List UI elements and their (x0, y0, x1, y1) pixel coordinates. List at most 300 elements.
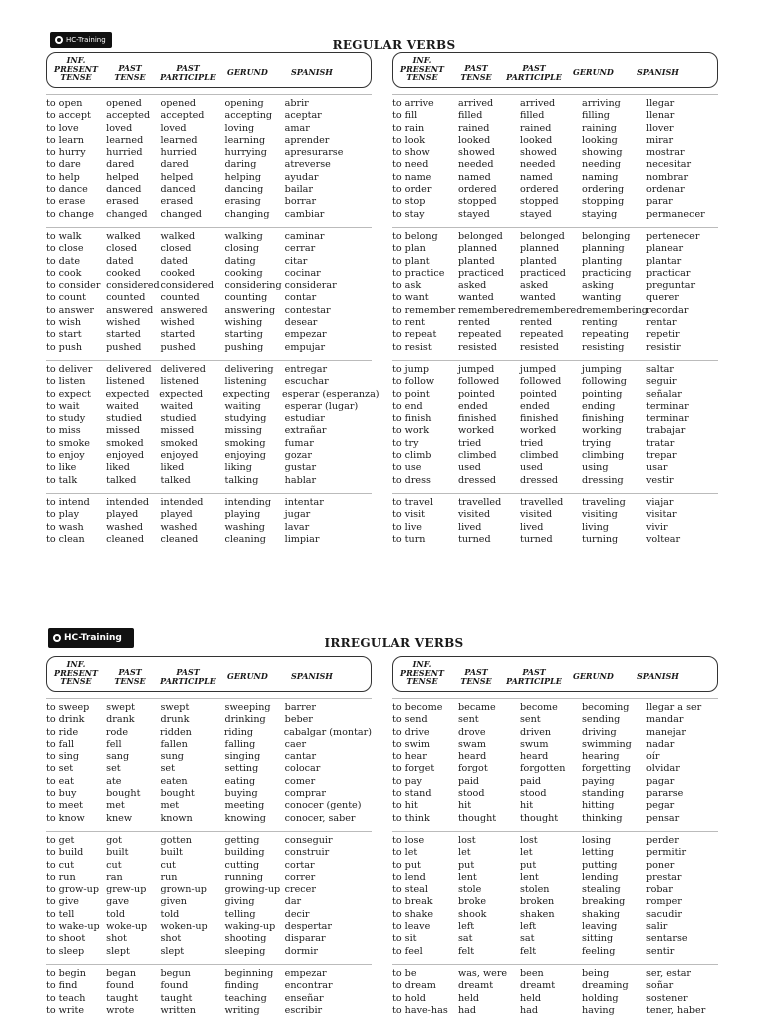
past-participle: eaten (160, 775, 188, 787)
verb-row (392, 946, 718, 958)
gerund: delivering (224, 363, 274, 375)
verb-row (46, 280, 372, 292)
verb-row (392, 98, 718, 110)
verb-table-right (392, 52, 718, 546)
present-tense: to jump (392, 363, 430, 375)
gerund: filling (582, 110, 610, 122)
past-participle: found (160, 980, 189, 992)
past-participle: washed (160, 521, 198, 533)
verb-row (46, 534, 372, 546)
gerund: breaking (582, 896, 626, 908)
spanish: desear (284, 317, 318, 329)
verb-group (392, 227, 718, 354)
past-participle: travelled (520, 496, 564, 508)
spanish: intentar (284, 496, 324, 508)
past-tense: washed (106, 521, 144, 533)
past-tense: shot (106, 933, 127, 945)
header-gerund: GERUND (573, 671, 614, 681)
gerund: wanting (582, 292, 622, 304)
past-tense: pointed (458, 388, 495, 400)
spanish: trepar (646, 450, 677, 462)
past-participle: ended (520, 400, 550, 412)
header-past-participle: PAST PARTICIPLE (160, 63, 216, 82)
verb-row (46, 968, 372, 980)
past-participle: put (520, 859, 537, 871)
spanish: manejar (646, 726, 686, 738)
gerund: planning (582, 243, 625, 255)
past-participle: dared (160, 159, 189, 171)
present-tense: to put (392, 859, 421, 871)
present-tense: to close (46, 243, 84, 255)
spanish: sentarse (646, 933, 688, 945)
past-participle: belonged (520, 230, 565, 242)
verb-row (392, 860, 718, 872)
header-past-participle: PAST PARTICIPLE (506, 667, 562, 686)
present-tense: to wash (46, 521, 84, 533)
past-tense: used (458, 462, 481, 474)
spanish: ayudar (284, 171, 319, 183)
section-title: IRREGULAR VERBS (324, 636, 464, 650)
past-tense: cut (106, 859, 122, 871)
past-tense: dressed (458, 474, 497, 486)
past-tense: practiced (458, 267, 504, 279)
gerund: erasing (224, 196, 261, 208)
present-tense: to sleep (46, 945, 85, 957)
past-participle: shaken (520, 908, 555, 920)
spanish: robar (646, 884, 673, 896)
past-participle: missed (160, 425, 195, 437)
spanish: perder (646, 834, 679, 846)
past-tense: enjoyed (106, 450, 145, 462)
past-tense: ordered (458, 184, 497, 196)
verb-row (392, 534, 718, 546)
present-tense: to hit (392, 800, 418, 812)
past-tense: belonged (458, 230, 503, 242)
past-tense: learned (106, 134, 144, 146)
gerund: becoming (582, 702, 630, 713)
spanish: caer (284, 738, 307, 750)
spanish: encontrar (284, 980, 333, 992)
past-participle: arrived (520, 98, 556, 109)
past-tense: opened (106, 98, 142, 109)
past-participle: used (520, 462, 543, 474)
present-tense: to run (46, 871, 76, 883)
past-tense: considered (106, 280, 160, 292)
gerund: knowing (224, 812, 266, 824)
spanish: terminar (646, 400, 689, 412)
present-tense: to get (46, 834, 75, 846)
spanish: cabalgar (montar) (283, 726, 372, 738)
present-tense: to want (392, 292, 429, 304)
past-participle: enjoyed (160, 450, 199, 462)
past-tense: finished (458, 413, 497, 425)
spanish: dar (284, 896, 302, 908)
verb-row (46, 763, 372, 775)
present-tense: to play (46, 509, 80, 521)
verb-row (392, 714, 718, 726)
gerund: turning (582, 533, 619, 545)
past-tense: played (106, 509, 139, 521)
gerund: washing (224, 521, 265, 533)
present-tense: to hold (392, 992, 426, 1004)
past-participle: woken-up (160, 921, 208, 933)
past-tense: started (106, 329, 141, 341)
verb-row (392, 872, 718, 884)
spanish: empezar (284, 967, 327, 979)
gerund: playing (224, 509, 261, 521)
past-participle: planted (520, 255, 557, 267)
verb-row (392, 968, 718, 980)
past-participle: named (520, 171, 553, 183)
spanish: conseguir (284, 834, 333, 846)
present-tense: to feel (392, 945, 423, 957)
spanish: escribir (284, 1004, 323, 1016)
past-participle: hit (520, 800, 534, 812)
past-tense: rained (458, 122, 490, 134)
past-participle: heard (520, 751, 549, 763)
verb-row (392, 268, 718, 280)
gerund: stopping (582, 196, 625, 208)
verb-row (392, 450, 718, 462)
verb-group (46, 493, 372, 546)
past-participle: pointed (520, 388, 557, 400)
verb-row (392, 425, 718, 437)
spanish: hablar (284, 474, 317, 486)
gerund: showing (582, 147, 623, 159)
verb-group (392, 964, 718, 1017)
verb-row (46, 933, 372, 945)
past-tense: cooked (106, 267, 141, 279)
gerund: drinking (224, 714, 266, 726)
verb-row (392, 727, 718, 739)
spanish: recordar (646, 304, 689, 316)
spanish: saltar (646, 363, 674, 375)
gerund: standing (582, 788, 625, 800)
gerund: repeating (582, 329, 630, 341)
present-tense: to wish (46, 317, 82, 329)
gerund: enjoying (224, 450, 266, 462)
present-tense: to study (46, 413, 86, 425)
present-tense: to answer (46, 304, 94, 316)
verb-row (392, 438, 718, 450)
past-tense: talked (106, 474, 137, 486)
past-participle: smoked (160, 437, 198, 449)
column-header (46, 656, 372, 692)
present-tense: to climb (392, 450, 432, 462)
verb-row (46, 305, 372, 317)
verb-row (46, 413, 372, 425)
past-tense: found (106, 980, 134, 992)
past-participle: rained (520, 122, 552, 134)
present-tense: to dress (392, 474, 431, 486)
past-participle: felt (520, 945, 537, 957)
present-tense: to work (392, 425, 430, 437)
present-tense: to build (46, 847, 84, 859)
past-participle: tried (520, 437, 544, 449)
spanish: borrar (284, 196, 317, 208)
past-participle: resisted (520, 341, 559, 353)
past-tense: began (106, 967, 137, 979)
past-tense: swam (458, 738, 486, 750)
gerund: staying (582, 208, 618, 220)
past-participle: written (160, 1004, 196, 1016)
verb-row (392, 800, 718, 812)
past-tense: looked (458, 134, 491, 146)
past-tense: planted (458, 255, 495, 267)
present-tense: to accept (46, 110, 91, 122)
past-tense: cleaned (106, 533, 144, 545)
verb-row (46, 714, 372, 726)
present-tense: to resist (392, 341, 432, 353)
present-tense: to rent (392, 317, 425, 329)
past-participle: given (160, 896, 187, 908)
past-participle: paid (520, 775, 542, 787)
past-participle: worked (520, 425, 557, 437)
past-tense: set (106, 763, 121, 775)
past-participle: gotten (160, 834, 192, 846)
past-tense: let (458, 847, 471, 859)
present-tense: to consider (46, 280, 101, 292)
gerund: hitting (582, 800, 615, 812)
gerund: visiting (582, 509, 618, 521)
spanish: fumar (284, 437, 314, 449)
spanish: soñar (646, 980, 674, 992)
header-present-tense: INF. PRESENT TENSE (400, 55, 444, 82)
spanish: esperar (lugar) (284, 400, 359, 412)
spanish: permanecer (646, 208, 705, 220)
spanish: despertar (284, 921, 332, 933)
present-tense: to plant (392, 255, 430, 267)
present-tense: to sit (392, 933, 417, 945)
present-tense: to shoot (46, 933, 86, 945)
spanish: considerar (284, 280, 337, 292)
verb-row (392, 401, 718, 413)
spanish: mandar (646, 714, 684, 726)
present-tense: to enjoy (46, 450, 85, 462)
past-participle: dated (160, 255, 189, 267)
gerund: shaking (582, 908, 621, 920)
verb-row (46, 896, 372, 908)
verb-row (392, 702, 718, 714)
gerund: changing (224, 208, 270, 220)
gerund: beginning (224, 967, 274, 979)
present-tense: to love (46, 122, 79, 134)
present-tense: to meet (46, 800, 83, 812)
spanish: caminar (284, 230, 325, 242)
present-tense: to miss (46, 425, 81, 437)
past-tense: sat (458, 933, 473, 945)
gerund: lending (582, 871, 619, 883)
gerund: jumping (582, 363, 622, 375)
present-tense: to dance (46, 184, 88, 196)
verb-row (46, 196, 372, 208)
gerund: finding (224, 980, 259, 992)
present-tense: to listen (46, 376, 86, 388)
past-tense: named (458, 171, 491, 183)
past-tense: listened (106, 376, 145, 388)
verb-row (392, 475, 718, 487)
past-tense: resisted (458, 341, 497, 353)
past-participle: changed (160, 208, 202, 220)
spanish: estudiar (284, 413, 325, 425)
present-tense: to swim (392, 738, 430, 750)
verb-row (392, 317, 718, 329)
verb-row (392, 522, 718, 534)
header-past-participle: PAST PARTICIPLE (506, 63, 562, 82)
past-participle: thought (520, 812, 559, 824)
past-participle: drunk (160, 714, 190, 726)
present-tense: to break (392, 896, 433, 908)
spanish: extrañar (284, 425, 327, 437)
verb-row (46, 813, 372, 825)
past-participle: left (520, 921, 537, 933)
present-tense: to find (46, 980, 78, 992)
present-tense: to start (46, 329, 82, 341)
spanish: colocar (284, 763, 321, 775)
gerund: looking (582, 134, 618, 146)
present-tense: to know (46, 812, 85, 824)
past-participle: stolen (520, 884, 550, 896)
spanish: sacudir (646, 908, 682, 920)
verb-row (46, 835, 372, 847)
past-tense: travelled (458, 496, 502, 508)
gerund: building (224, 847, 265, 859)
past-participle: run (160, 871, 178, 883)
past-participle: wished (160, 317, 195, 329)
present-tense: to visit (392, 509, 426, 521)
spanish: atreverse (284, 159, 331, 171)
past-participle: told (160, 908, 180, 920)
past-tense: smoked (106, 437, 144, 449)
gerund: wishing (224, 317, 263, 329)
header-present-tense: INF. PRESENT TENSE (54, 55, 98, 82)
past-tense: ran (106, 871, 123, 883)
verb-row (392, 147, 718, 159)
gerund: hurrying (224, 147, 267, 159)
gerund: starting (224, 329, 263, 341)
past-participle: talked (160, 474, 191, 486)
spanish: cocinar (284, 267, 321, 279)
gerund: using (582, 462, 609, 474)
past-tense: stole (458, 884, 482, 896)
gerund: hearing (582, 751, 620, 763)
header-spanish: SPANISH (637, 67, 679, 77)
past-tense: put (458, 859, 475, 871)
gerund: giving (224, 896, 255, 908)
past-participle: sung (160, 751, 184, 763)
present-tense: to expect (46, 388, 91, 400)
column-header (392, 52, 718, 88)
past-tense: got (106, 834, 122, 846)
verb-row (46, 243, 372, 255)
verb-row (46, 702, 372, 714)
gerund: daring (224, 159, 257, 171)
past-participle: liked (160, 462, 185, 474)
verb-row (46, 860, 372, 872)
gerund: driving (582, 726, 617, 738)
gerund: sending (582, 714, 621, 726)
past-tense: sent (458, 714, 479, 726)
header-spanish: SPANISH (637, 671, 679, 681)
gerund: sleeping (224, 945, 266, 957)
present-tense: to be (392, 967, 417, 979)
verb-row (46, 364, 372, 376)
past-tense: woke-up (106, 921, 148, 933)
header-gerund: GERUND (227, 67, 268, 77)
gerund: feeling (582, 945, 616, 957)
spanish: cerrar (284, 243, 316, 255)
present-tense: to sing (46, 751, 79, 763)
gerund: eating (224, 775, 256, 787)
past-tense: asked (458, 280, 487, 292)
present-tense: to need (392, 159, 429, 171)
present-tense: to show (392, 147, 430, 159)
verb-row (392, 292, 718, 304)
past-participle: repeated (520, 329, 564, 341)
past-tense: expected (105, 388, 150, 400)
verb-row (392, 305, 718, 317)
present-tense: to talk (46, 474, 78, 486)
present-tense: to stay (392, 208, 425, 220)
past-tense: dreamt (458, 980, 494, 992)
present-tense: to lend (392, 871, 426, 883)
verb-row (46, 172, 372, 184)
past-tense: hurried (106, 147, 143, 159)
verb-group (392, 360, 718, 487)
spanish: comprar (284, 788, 326, 800)
past-tense: met (106, 800, 125, 812)
present-tense: to cut (46, 859, 75, 871)
verb-row (392, 342, 718, 354)
past-participle: learned (160, 134, 198, 146)
gerund: traveling (582, 496, 626, 508)
spanish: construir (284, 847, 330, 859)
past-participle: ordered (520, 184, 559, 196)
gerund: helping (224, 171, 261, 183)
past-tense: showed (458, 147, 495, 159)
past-tense: left (458, 921, 475, 933)
spanish: empezar (284, 329, 327, 341)
spanish: ordenar (646, 184, 685, 196)
gerund: asking (582, 280, 614, 292)
gerund: practicing (582, 267, 632, 279)
present-tense: to push (46, 341, 83, 353)
spanish: gustar (284, 462, 317, 474)
past-tense: danced (106, 184, 142, 196)
spanish: escuchar (284, 376, 329, 388)
past-tense: lent (458, 871, 477, 883)
spanish: ser, estar (646, 967, 691, 979)
verb-row (46, 292, 372, 304)
past-tense: swept (106, 702, 135, 713)
spanish: mostrar (646, 147, 685, 159)
verb-row (46, 751, 372, 763)
verb-row (392, 231, 718, 243)
gerund: opening (224, 98, 264, 109)
spanish: aprender (284, 134, 330, 146)
spanish: permitir (646, 847, 687, 859)
past-tense: taught (106, 992, 139, 1004)
spanish: decir (284, 908, 310, 920)
spanish: tener, haber (646, 1004, 706, 1016)
gerund: cooking (224, 267, 263, 279)
present-tense: to wait (46, 400, 80, 412)
present-tense: to dare (46, 159, 81, 171)
gerund: telling (224, 908, 256, 920)
verb-row (392, 123, 718, 135)
verb-row (46, 184, 372, 196)
present-tense: to practice (392, 267, 445, 279)
